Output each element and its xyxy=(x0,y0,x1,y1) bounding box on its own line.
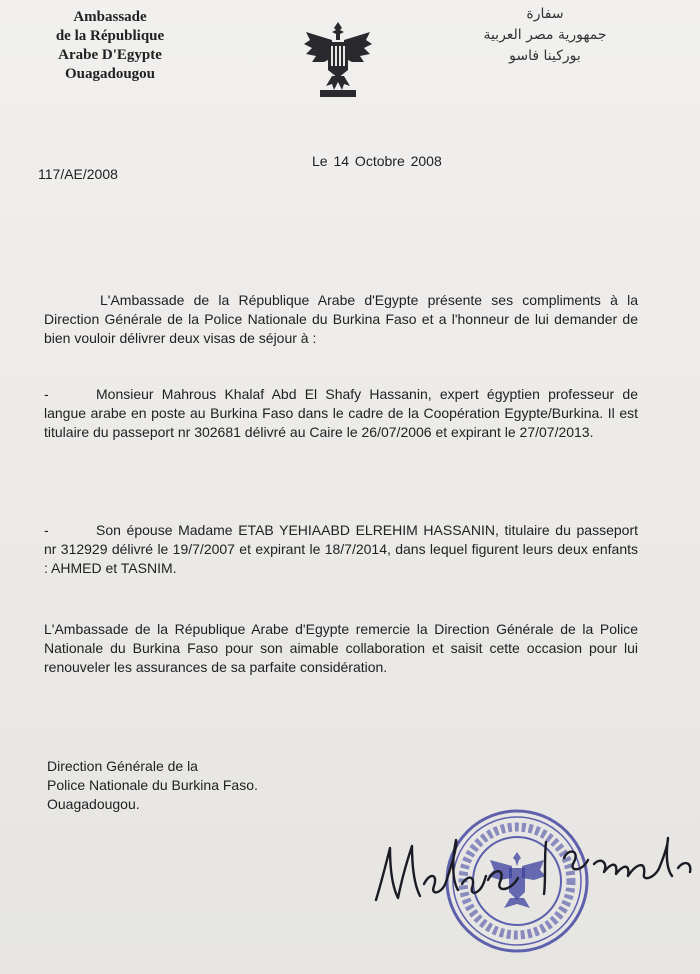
letter-date: Le 14 Octobre 2008 xyxy=(312,153,442,169)
header-ar-line-2: جمهورية مصر العربية xyxy=(483,27,607,43)
header-ar-line-3: بوركينا فاسو xyxy=(509,48,581,64)
embassy-header-french xyxy=(30,8,190,84)
visa-item-2-text: Son épouse Madame ETAB YEHIAABD ELREHIM HASSANIN, titulaire du passeport nr 312929 délivré le 19/7/2007 et expirant le 18/7/2014, dans lequel figurent leurs deux enfants : AHMED et TASNIM. xyxy=(44,522,638,576)
bullet-dash: - xyxy=(44,386,49,402)
intro-paragraph: L'Ambassade de la République Arabe d'Egypte présente ses compliments à la Direction Générale de la Police Nationale du Burkina Faso et a l'honneur de lui demander de bien vouloir délivrer deux visas de séjour à : xyxy=(44,292,638,346)
header-line-3: Arabe D'Egypte xyxy=(58,47,162,63)
recipient-line-3: Ouagadougou. xyxy=(47,796,140,812)
bullet-dash: - xyxy=(44,522,49,538)
embassy-header-arabic xyxy=(470,4,620,67)
header-line-4: Ouagadougou xyxy=(64,66,156,82)
header-ar-line-1: سفارة xyxy=(526,6,564,22)
reference-number: 117/AE/2008 xyxy=(38,166,118,182)
recipient-address xyxy=(47,757,258,814)
closing-paragraph: L'Ambassade de la République Arabe d'Egypte remercie la Direction Générale de la Police Nationale du Burkina Faso pour son aimable collaboration et saisit cette occasion pour lui renouveler les assurances de sa parfaite considération. xyxy=(44,621,638,675)
visa-item-1-text: Monsieur Mahrous Khalaf Abd El Shafy Hassanin, expert égyptien professeur de langue arabe en poste au Burkina Faso dans le cadre de la Coopération Egypte/Burkina. Il est titulaire du passeport nr 302681 délivré au Caire le 26/07/2006 et expirant le 27/07/2013. xyxy=(44,386,638,440)
header-line-2: de la République xyxy=(55,28,165,44)
header-line-1: Ambassade xyxy=(73,9,147,25)
recipient-line-2: Police Nationale du Burkina Faso. xyxy=(47,777,258,793)
eagle-of-saladin-icon xyxy=(302,18,374,100)
visa-item-1 xyxy=(44,385,638,442)
recipient-line-1: Direction Générale de la xyxy=(47,758,198,774)
handwritten-signature xyxy=(368,820,700,920)
visa-item-2 xyxy=(44,521,638,578)
